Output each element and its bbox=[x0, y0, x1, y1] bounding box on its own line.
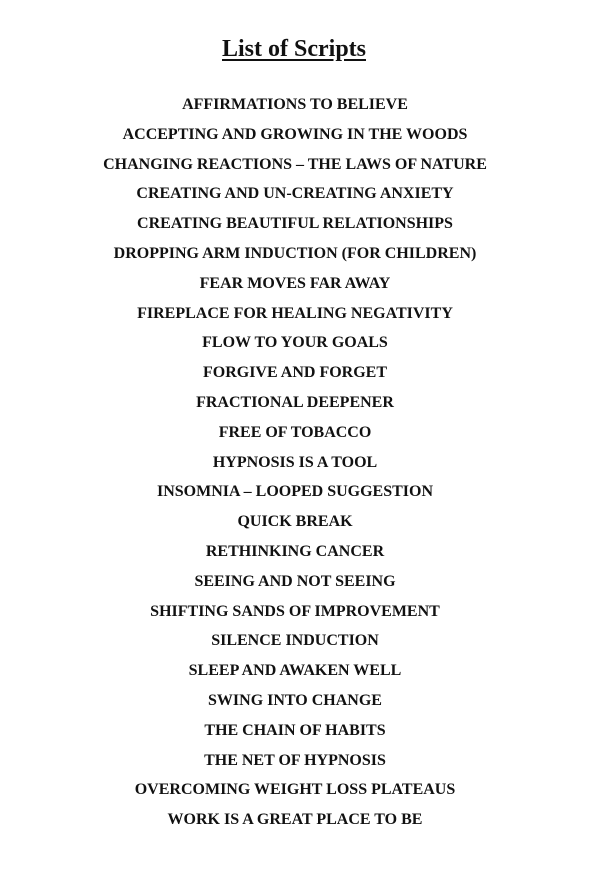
script-list-item: FIREPLACE FOR HEALING NEGATIVITY bbox=[137, 304, 453, 322]
script-list-item: CREATING AND UN-CREATING ANXIETY bbox=[136, 185, 454, 203]
script-list-item: CREATING BEAUTIFUL RELATIONSHIPS bbox=[137, 215, 453, 233]
script-list-item: SILENCE INDUCTION bbox=[211, 632, 379, 650]
script-list bbox=[0, 90, 590, 835]
script-list-item: OVERCOMING WEIGHT LOSS PLATEAUS bbox=[134, 781, 456, 799]
script-list-item: FRACTIONAL DEEPENER bbox=[196, 393, 394, 411]
script-list-item: ACCEPTING AND GROWING IN THE WOODS bbox=[122, 125, 468, 143]
script-list-item: THE NET OF HYPNOSIS bbox=[204, 751, 386, 769]
script-list-item: INSOMNIA – LOOPED SUGGESTION bbox=[156, 483, 434, 501]
script-list-item: FREE OF TOBACCO bbox=[218, 423, 372, 441]
script-list-item: DROPPING ARM INDUCTION (FOR CHILDREN) bbox=[113, 244, 477, 262]
script-list-item: WORK IS A GREAT PLACE TO BE bbox=[167, 811, 423, 829]
script-list-item: FLOW TO YOUR GOALS bbox=[202, 334, 388, 352]
script-list-item: QUICK BREAK bbox=[237, 513, 353, 531]
script-list-item: SHIFTING SANDS OF IMPROVEMENT bbox=[150, 602, 440, 620]
page-title: List of Scripts bbox=[222, 36, 366, 62]
script-list-item: SWING INTO CHANGE bbox=[208, 691, 382, 709]
script-list-item: HYPNOSIS IS A TOOL bbox=[212, 453, 378, 471]
script-list-item: FEAR MOVES FAR AWAY bbox=[199, 274, 391, 292]
script-list-item: SLEEP AND AWAKEN WELL bbox=[188, 662, 402, 680]
script-list-item: RETHINKING CANCER bbox=[205, 542, 385, 560]
script-list-item: SEEING AND NOT SEEING bbox=[194, 572, 396, 590]
script-list-item: CHANGING REACTIONS – THE LAWS OF NATURE bbox=[103, 155, 487, 173]
script-list-item: THE CHAIN OF HABITS bbox=[204, 721, 386, 739]
script-list-item: AFFIRMATIONS TO BELIEVE bbox=[182, 96, 408, 113]
script-list-item: FORGIVE AND FORGET bbox=[202, 364, 387, 382]
